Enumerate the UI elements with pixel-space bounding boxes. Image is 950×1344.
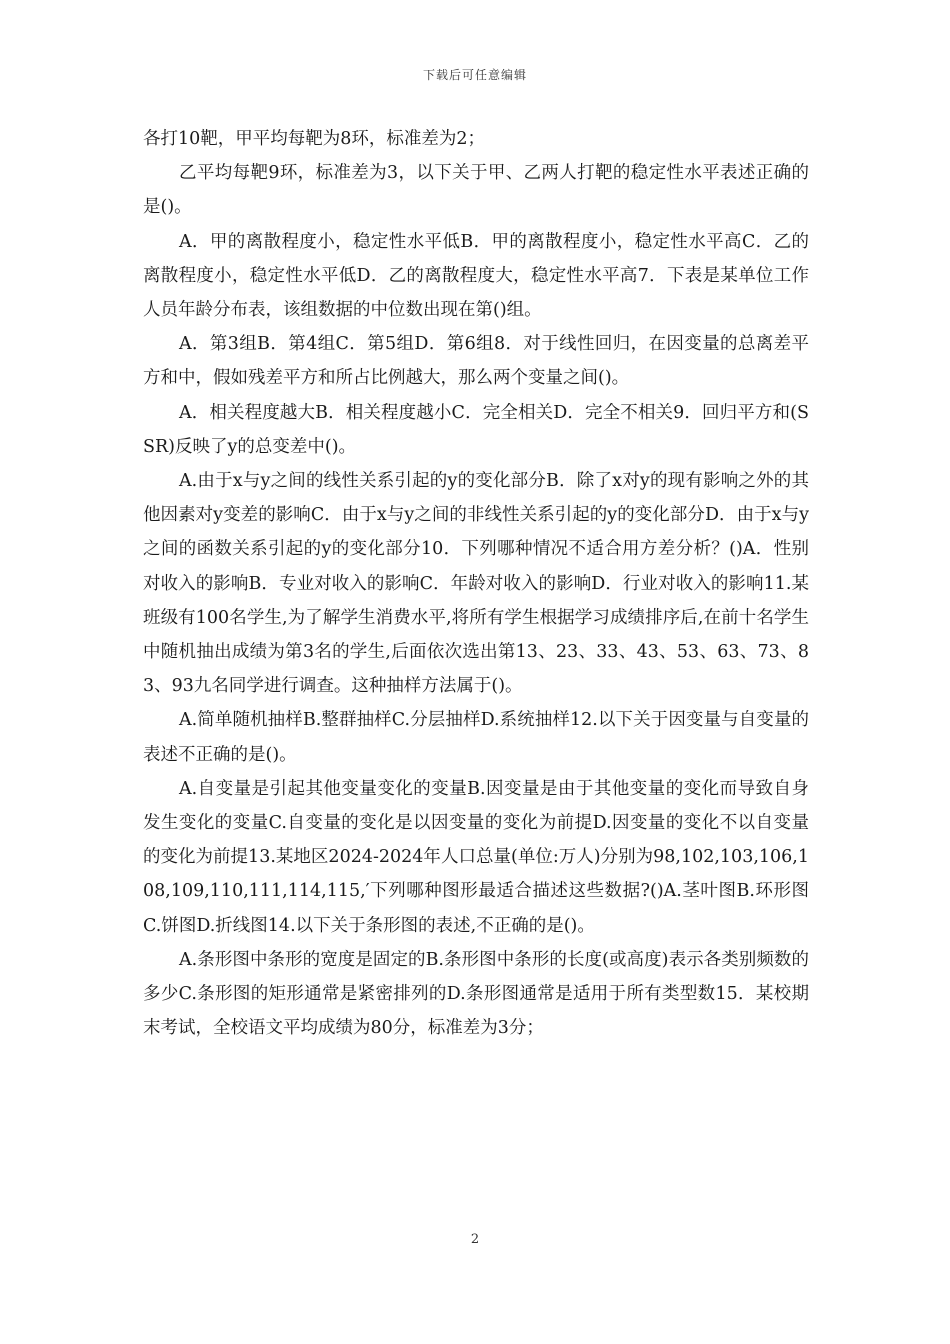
paragraph: A.自变量是引起其他变量变化的变量B.因变量是由于其他变量的变化而导致自身发生变化的变量C.自变量的变化是以因变量的变化为前提D.因变量的变化不以自变量的变化为前提13.某地区2024-2024年人口总量(单位:万人)分别为98,102,103,106,108,109,110,111,114,115,′下列哪种图形最适合描述这些数据?()A.茎叶图B.环形图C.饼图D.折线图14.以下关于条形图的表述,不正确的是()。 [143,778,809,936]
paragraph: A.由于x与y之间的线性关系引起的y的变化部分B．除了x对y的现有影响之外的其他因素对y变差的影响C．由于x与y之间的非线性关系引起的y的变化部分D．由于x与y之间的函数关系引起的y的变化部分10．下列哪种情况不适合用方差分析？()A．性别对收入的影响B．专业对收入的影响C．年龄对收入的影响D．行业对收入的影响11.某班级有100名学生,为了解学生消费水平,将所有学生根据学习成绩排序后,在前十名学生中随机抽出成绩为第3名的学生,后面依次选出第13、23、33、43、53、63、73、83、93九名同学进行调查。这种抽样方法属于()。 [143,471,809,697]
paragraph: A．相关程度越大B．相关程度越小C．完全相关D．完全不相关9．回归平方和(SSR)反映了y的总变差中()。 [143,402,809,457]
header-note: 下载后可任意编辑 [422,68,527,82]
paragraph: A.简单随机抽样B.整群抽样C.分层抽样D.系统抽样12.以下关于因变量与自变量的表述不正确的是()。 [143,710,809,765]
paragraph: A．第3组B．第4组C．第5组D．第6组8．对于线性回归，在因变量的总离差平方和中，假如残差平方和所占比例越大，那么两个变量之间()。 [143,334,809,389]
document-body [143,122,809,1045]
paragraph: A．甲的离散程度小，稳定性水平低B．甲的离散程度小，稳定性水平高C．乙的离散程度小，稳定性水平低D．乙的离散程度大，稳定性水平高7．下表是某单位工作人员年龄分布表，该组数据的中位数出现在第()组。 [143,231,809,321]
paragraph: 乙平均每靶9环，标准差为3，以下关于甲、乙两人打靶的稳定性水平表述正确的是()。 [143,163,809,218]
paragraph: A.条形图中条形的宽度是固定的B.条形图中条形的长度(或高度)表示各类别频数的多少C.条形图的矩形通常是紧密排列的D.条形图通常是适用于所有类型数15．某校期末考试，全校语文平均成绩为80分，标准差为3分； [143,949,809,1039]
page-number: 2 [470,1232,480,1247]
paragraph: 各打10靶，甲平均每靶为8环，标准差为2； [143,129,486,149]
